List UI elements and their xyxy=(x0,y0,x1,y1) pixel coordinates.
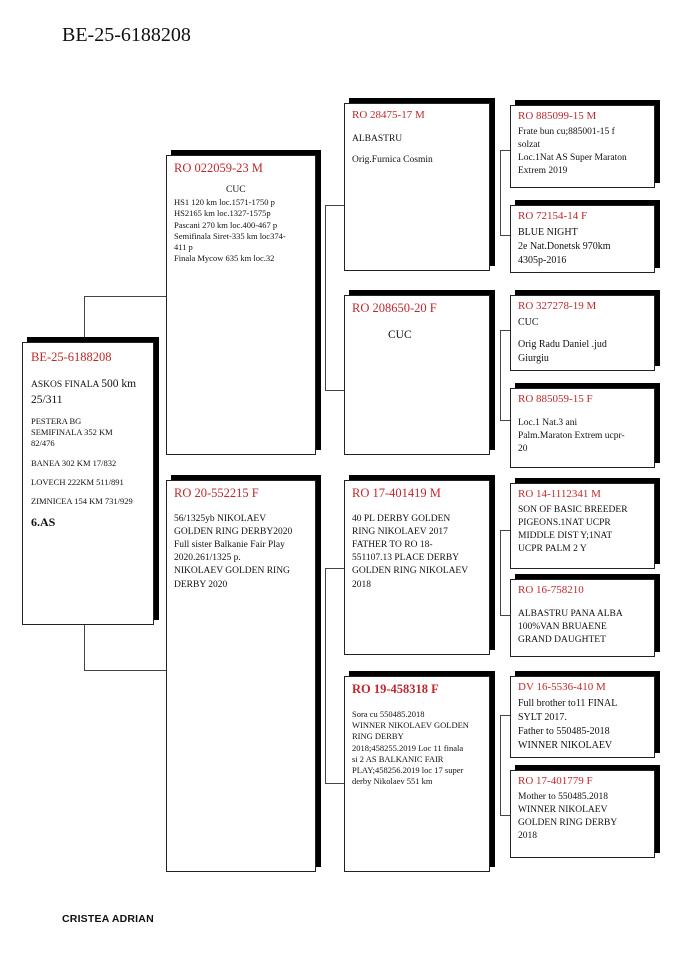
connector xyxy=(84,670,166,671)
granddam-paternal-id: RO 208650-20 F xyxy=(352,301,437,315)
grandsire-maternal-id: RO 17-401419 M xyxy=(352,486,441,500)
connector xyxy=(84,296,166,297)
ancestor-card-1: RO 885099-15 M Frate bun cu;885001-15 f solzat Loc.1Nat AS Super Maraton Extrem 2019 xyxy=(510,105,655,188)
subject-card: BE-25-6188208 ASKOS FINALA 500 km 25/311 PESTERA BG SEMIFINALA 352 KM 82/476 BANEA 302 KM 17/832 LOVECH 222KM 511/891 ZIMNICEA 154 KM 731/929 6.AS xyxy=(22,342,154,625)
ancestor-card-6: RO 16-758210 ALBASTRU PANA ALBA 100%VAN BRUAENE GRAND DAUGHTET xyxy=(510,579,655,657)
connector xyxy=(325,205,326,390)
connector xyxy=(500,150,510,151)
connector xyxy=(500,615,510,616)
connector xyxy=(84,625,85,670)
connector xyxy=(325,568,326,783)
connector xyxy=(500,815,510,816)
connector xyxy=(500,235,510,236)
connector xyxy=(500,715,501,815)
connector xyxy=(325,390,344,391)
grandsire-maternal-card: RO 17-401419 M 40 PL DERBY GOLDEN RING NIKOLAEV 2017 FATHER TO RO 18- 551107.13 PLACE DERBY GOLDEN RING NIKOLAEV 2018 xyxy=(344,480,490,655)
connector xyxy=(325,568,344,569)
connector xyxy=(500,530,501,615)
connector xyxy=(500,330,501,420)
sire-card: RO 022059-23 M CUC HS1 120 km loc.1571-1750 p HS2165 km loc.1327-1575p Pascani 270 km loc.400-467 p Semifinala Siret-335 km loc374- 411 p Finala Mycow 635 km loc.32 xyxy=(166,155,316,455)
granddam-maternal-id: RO 19-458318 F xyxy=(352,682,439,696)
owner-name: CRISTEA ADRIAN xyxy=(62,913,154,925)
page-title: BE-25-6188208 xyxy=(62,24,191,46)
connector xyxy=(500,150,501,235)
ancestor-card-2: RO 72154-14 F BLUE NIGHT 2e Nat.Donetsk 970km 4305p-2016 xyxy=(510,205,655,273)
granddam-maternal-card: RO 19-458318 F Sora cu 550485.2018 WINNER NIKOLAEV GOLDEN RING DERBY 2018;458255.2019 Loc 11 finala si 2 AS BALKANIC FAIR PLAY;458256.2019 loc 17 super derby Nikolaev 551 km xyxy=(344,676,490,872)
ancestor-card-8: RO 17-401779 F Mother to 550485.2018 WINNER NIKOLAEV GOLDEN RING DERBY 2018 xyxy=(510,770,655,858)
connector xyxy=(325,205,344,206)
granddam-paternal-card: RO 208650-20 F CUC xyxy=(344,295,490,455)
dam-card: RO 20-552215 F 56/1325yb NIKOLAEV GOLDEN RING DERBY2020 Full sister Balkanie Fair Play 2020.261/1325 p. NIKOLAEV GOLDEN RING DERBY 2020 xyxy=(166,480,316,872)
connector xyxy=(500,715,510,716)
connector xyxy=(325,783,344,784)
ancestor-card-5: RO 14-1112341 M SON OF BASIC BREEDER PIGEONS.1NAT UCPR MIDDLE DIST Y;1NAT UCPR PALM 2 Y xyxy=(510,483,655,569)
subject-id: BE-25-6188208 xyxy=(31,350,112,364)
grandsire-paternal-id: RO 28475-17 M xyxy=(352,109,425,121)
ancestor-card-7: DV 16-5536-410 M Full brother to11 FINAL SYLT 2017. Father to 550485-2018 WINNER NIKOLAEV xyxy=(510,676,655,758)
grandsire-paternal-card: RO 28475-17 M ALBASTRU Orig.Furnica Cosmin xyxy=(344,103,490,271)
connector xyxy=(500,330,510,331)
connector xyxy=(500,420,510,421)
sire-id: RO 022059-23 M xyxy=(174,161,263,175)
ancestor-card-4: RO 885059-15 F Loc.1 Nat.3 ani Palm.Maraton Extrem ucpr- 20 xyxy=(510,388,655,468)
connector xyxy=(500,530,510,531)
ancestor-card-3: RO 327278-19 M CUC Orig Radu Daniel .jud Giurgiu xyxy=(510,295,655,371)
connector xyxy=(84,296,85,342)
dam-id: RO 20-552215 F xyxy=(174,486,259,500)
